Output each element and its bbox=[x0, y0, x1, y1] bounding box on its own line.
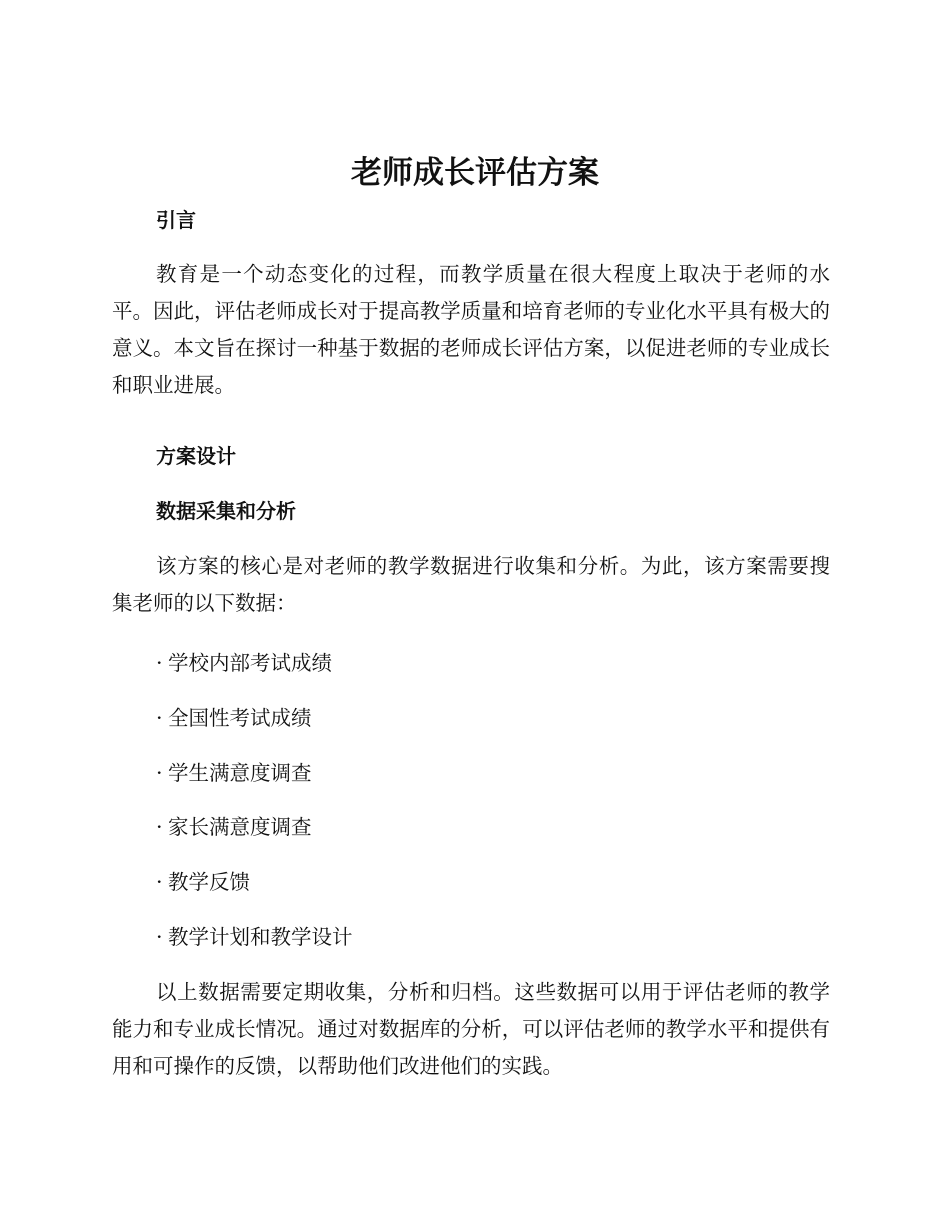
intro-paragraph: 教育是一个动态变化的过程，而教学质量在很大程度上取决于老师的水平。因此，评估老师成长对于提高教学质量和培育老师的专业化水平具有极大的意义。本文旨在探讨一种基于数据的老师成长评估方案，以促进老师的专业成长和职业进展。 bbox=[112, 262, 830, 397]
bullet-marker: · bbox=[156, 815, 163, 839]
bullet-marker: · bbox=[156, 761, 163, 785]
section-heading-data: 数据采集和分析 bbox=[156, 499, 296, 523]
list-item-text: 教学计划和教学设计 bbox=[168, 925, 353, 949]
list-item-text: 学校内部考试成绩 bbox=[168, 651, 332, 675]
list-item bbox=[156, 813, 312, 841]
list-item bbox=[156, 923, 353, 951]
list-item-text: 全国性考试成绩 bbox=[168, 706, 312, 730]
list-item bbox=[156, 649, 332, 677]
page-title: 老师成长评估方案 bbox=[351, 155, 599, 191]
closing-paragraph: 以上数据需要定期收集，分析和归档。这些数据可以用于评估老师的教学能力和专业成长情况。通过对数据库的分析，可以评估老师的教学水平和提供有用和可操作的反馈，以帮助他们改进他们的实践。 bbox=[112, 980, 830, 1078]
list-item-text: 学生满意度调查 bbox=[168, 761, 312, 785]
bullet-marker: · bbox=[156, 925, 163, 949]
list-item bbox=[156, 759, 312, 787]
list-item-text: 教学反馈 bbox=[168, 870, 250, 894]
list-item bbox=[156, 704, 312, 732]
bullet-marker: · bbox=[156, 651, 163, 675]
bullet-marker: · bbox=[156, 706, 163, 730]
data-paragraph: 该方案的核心是对老师的教学数据进行收集和分析。为此，该方案需要搜集老师的以下数据： bbox=[112, 554, 830, 615]
list-item-text: 家长满意度调查 bbox=[168, 815, 312, 839]
section-heading-intro: 引言 bbox=[156, 208, 196, 232]
list-item bbox=[156, 868, 250, 896]
bullet-marker: · bbox=[156, 870, 163, 894]
section-heading-design: 方案设计 bbox=[156, 444, 236, 468]
